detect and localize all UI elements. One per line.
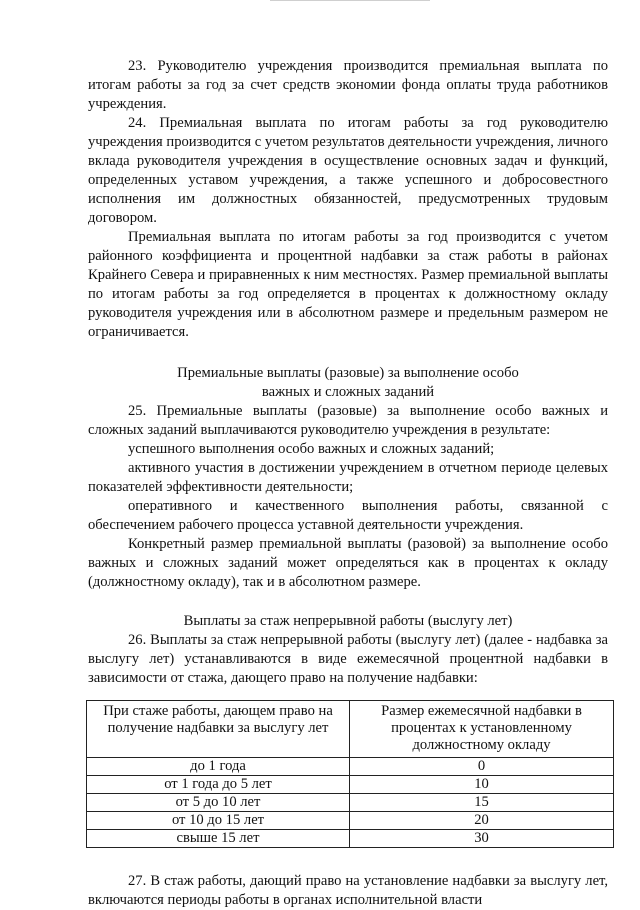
table-row xyxy=(87,794,614,812)
paragraph-25-item-3: оперативного и качественного выполнения работы, связанной с обеспечением рабочего процесса уставной деятельности учреждения. xyxy=(88,498,608,533)
section-heading-bonus xyxy=(88,364,608,402)
paragraph-25: 25. Премиальные выплаты (разовые) за выполнение особо важных и сложных заданий выплачиваются руководителю учреждения в результате: xyxy=(88,403,608,438)
paragraph-bonus-size: Конкретный размер премиальной выплаты (разовой) за выполнение особо важных и сложных заданий может определяться как в процентах к окладу (должностному окладу), так и в абсолютном размере. xyxy=(88,536,608,590)
table-row xyxy=(87,830,614,848)
seniority-table xyxy=(86,700,614,848)
table-cell-seniority: до 1 года xyxy=(87,758,350,776)
table-header-seniority: При стаже работы, дающем право на получение надбавки за выслугу лет xyxy=(87,701,350,758)
table-row xyxy=(87,758,614,776)
paragraph-25-item-2: активного участия в достижении учреждением в отчетном периоде целевых показателей эффективности деятельности; xyxy=(88,460,608,495)
section-heading-bonus-line2: важных и сложных заданий xyxy=(261,384,435,400)
table-cell-percent: 10 xyxy=(350,776,614,794)
table-cell-seniority: свыше 15 лет xyxy=(87,830,350,848)
scan-artifact-line xyxy=(270,0,430,1)
paragraph-annual-bonus: Премиальная выплата по итогам работы за год производится с учетом районного коэффициента и процентной надбавки за стаж работы в районах Крайнего Севера и приравненных к ним местностях. Размер премиальной выплаты по итогам работы за год определяется в процентах к должностному окладу руководителя учреждения или в абсолютном размере и предельным размером не ограничивается. xyxy=(88,229,608,340)
paragraph-26: 26. Выплаты за стаж непрерывной работы (выслугу лет) (далее - надбавка за выслугу лет) устанавливаются в виде ежемесячной процентной надбавки в зависимости от стажа, дающего право на получение надбавки: xyxy=(88,632,608,686)
document-body xyxy=(88,57,608,910)
table-row xyxy=(87,776,614,794)
paragraph-25-item-1: успешного выполнения особо важных и сложных заданий; xyxy=(128,441,495,457)
table-cell-percent: 20 xyxy=(350,812,614,830)
table-cell-seniority: от 5 до 10 лет xyxy=(87,794,350,812)
paragraph-27: 27. В стаж работы, дающий право на установление надбавки за выслугу лет, включаются периоды работы в органах исполнительной власти xyxy=(88,873,608,908)
table-header-allowance: Размер ежемесячной надбавки в процентах к установленному должностному окладу xyxy=(350,701,614,758)
table-cell-seniority: от 1 года до 5 лет xyxy=(87,776,350,794)
table-cell-percent: 0 xyxy=(350,758,614,776)
paragraph-23: 23. Руководителю учреждения производится премиальная выплата по итогам работы за год за счет средств экономии фонда оплаты труда работников учреждения. xyxy=(88,58,608,112)
table-cell-percent: 30 xyxy=(350,830,614,848)
table-cell-seniority: от 10 до 15 лет xyxy=(87,812,350,830)
paragraph-24: 24. Премиальная выплата по итогам работы за год руководителю учреждения производится с учетом результатов деятельности учреждения, личного вклада руководителя учреждения в осуществление основных задач и функций, определенных уставом учреждения, а также успешного и добросовестного исполнения им должностных обязанностей, предусмотренных трудовым договором. xyxy=(88,115,608,226)
table-header-row xyxy=(87,701,614,758)
section-heading-seniority: Выплаты за стаж непрерывной работы (выслугу лет) xyxy=(183,613,513,629)
section-heading-bonus-line1: Премиальные выплаты (разовые) за выполнение особо xyxy=(177,365,519,381)
table-cell-percent: 15 xyxy=(350,794,614,812)
table-row xyxy=(87,812,614,830)
